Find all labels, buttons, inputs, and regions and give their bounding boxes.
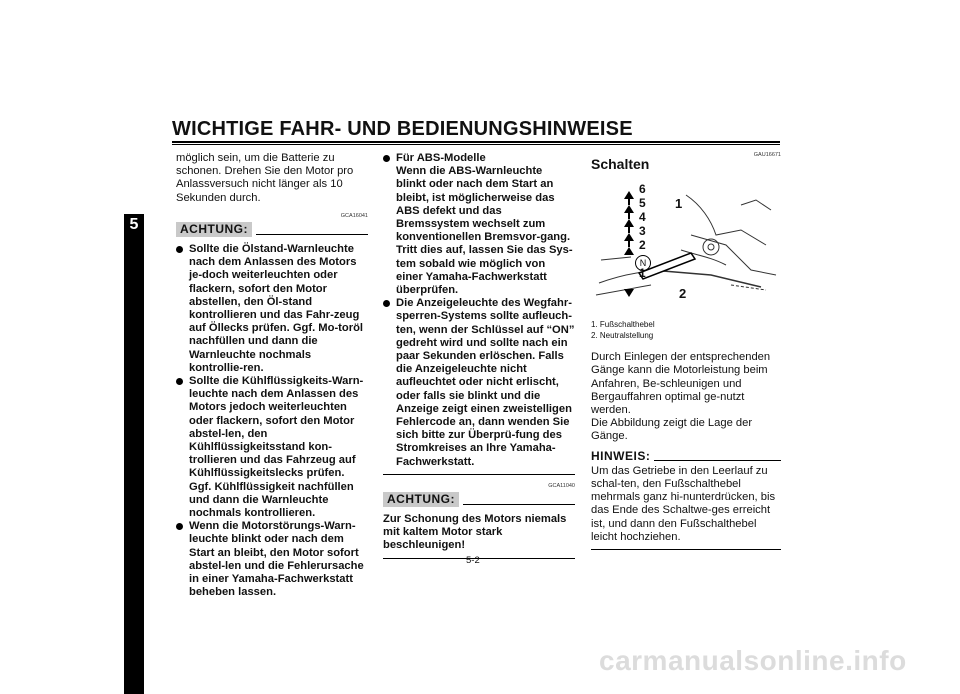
page-number: 5-2 <box>466 555 480 566</box>
intro-paragraph: möglich sein, um die Batterie zu schonen. Drehen Sie den Motor pro Anlassversuch nicht länger als 10 Sekunden durch. <box>176 152 354 204</box>
section-heading: Schalten <box>591 156 650 172</box>
shift-pattern-figure <box>591 175 781 315</box>
body-paragraph: Durch Einlegen der entsprechenden Gänge kann die Motorleistung beim Anfahren, Be-schleunigen und Bergauffahren optimal ge-nutzt werden. Die Abbildung zeigt die Lage der Gänge. <box>591 351 771 443</box>
reference-code: GAU16671 <box>753 152 781 158</box>
caution-label: ACHTUNG: <box>176 222 252 237</box>
list-item: Für ABS-Modelle Wenn die ABS-Warnleuchte blinkt oder nach dem Start an bleibt, ist möglicherweise das ABS defekt und das Bremssystem wechselt zum konventionellen Bremsvor-gang. Tritt dies auf, lassen Sie das Sys-tem sobald wie möglich von einer Yamaha-Fachwerkstatt überprüfen. <box>383 152 575 297</box>
note-rule <box>654 460 781 461</box>
reference-code: GCA11040 <box>548 482 575 489</box>
caution-list <box>176 243 368 599</box>
callout-2: 2 <box>679 286 687 302</box>
reference-code: GCA16041 <box>340 212 368 219</box>
caution-header <box>176 222 368 237</box>
caution-header <box>383 492 575 507</box>
note-text: Um das Getriebe in den Leerlauf zu schal-ten, den Fußschalthebel mehrmals ganz hi-nunterdrücken, bis das Ende des Schaltwe-ges erreicht ist, und dann den Fußschalthebel leicht hochziehen. <box>591 464 776 543</box>
callout-1: 1 <box>675 196 683 212</box>
list-item: Die Anzeigeleuchte des Wegfahr-sperren-Systems sollte aufleuch-ten, wenn der Schlüssel auf “ON” gedreht wird und sollte nach ein paar Sekunden erlöschen. Falls die Anzeigeleuchte nicht aufleuchtet oder nicht erlischt, oder falls sie blinkt und die Anzeige zeigt einen zweistelligen Fehlercode an, dann wenden Sie sich bitte zur Überprü-fung des Stromkreises an Ihre Yamaha-Fachwerkstatt. <box>383 297 575 469</box>
title-underline-thin <box>172 144 780 145</box>
gear-label-1: 1 <box>639 266 646 281</box>
gear-label-6: 6 <box>639 182 646 197</box>
caution-end-rule <box>383 474 575 475</box>
note-header <box>591 450 781 463</box>
caution-label: ACHTUNG: <box>383 492 459 507</box>
caption-1: 1. Fußschalthebel <box>591 320 655 330</box>
page-title: WICHTIGE FAHR- UND BEDIENUNGSHINWEISE <box>172 118 633 140</box>
column-left <box>176 152 368 600</box>
title-underline <box>172 141 780 143</box>
column-middle <box>383 152 575 559</box>
caution-rule <box>463 504 575 505</box>
gear-label-3: 3 <box>639 224 646 239</box>
gear-label-4: 4 <box>639 210 646 225</box>
caution-list-continued <box>383 152 575 469</box>
note-label: HINWEIS: <box>591 448 651 463</box>
chapter-tab: 5 <box>124 214 144 694</box>
caution-text: Zur Schonung des Motors niemals mit kaltem Motor stark beschleunigen! <box>383 513 567 552</box>
list-item: Sollte die Kühlflüssigkeits-Warn-leuchte nach dem Anlassen des Motors jedoch weiterleuchten oder flackern, sofort den Motor abstel-len, den Kühlflüssigkeitsstand kon-trollieren und das Fahrzeug auf Kühlflüssigkeitslecks prüfen. Ggf. Kühlflüssigkeit nachfüllen und dann die Warnleuchte nochmals kontrollieren. <box>176 375 368 520</box>
list-item: Sollte die Ölstand-Warnleuchte nach dem Anlassen des Motors je-doch weiterleuchten oder flackern, sofort den Motor abstellen, den Öl-stand kontrollieren und das Fahr-zeug auf Öllecks prüfen. Ggf. Mo-toröl nachfüllen und dann die Warnleuchte nochmals kontrollie-ren. <box>176 243 368 375</box>
caption-2: 2. Neutralstellung <box>591 331 654 341</box>
note-end-rule <box>591 549 781 550</box>
figure-captions <box>591 319 781 341</box>
gear-label-neutral: N <box>635 255 651 271</box>
gear-label-5: 5 <box>639 196 646 211</box>
list-item: Wenn die Motorstörungs-Warn-leuchte blinkt oder nach dem Start an bleibt, den Motor sofort abstel-len und die Fehlerursache in einer Yamaha-Fachwerkstatt beheben lassen. <box>176 520 368 599</box>
column-right <box>591 152 781 550</box>
caution-rule <box>256 234 368 235</box>
watermark: carmanualsonline.info <box>599 645 907 676</box>
gear-label-2: 2 <box>639 238 646 253</box>
